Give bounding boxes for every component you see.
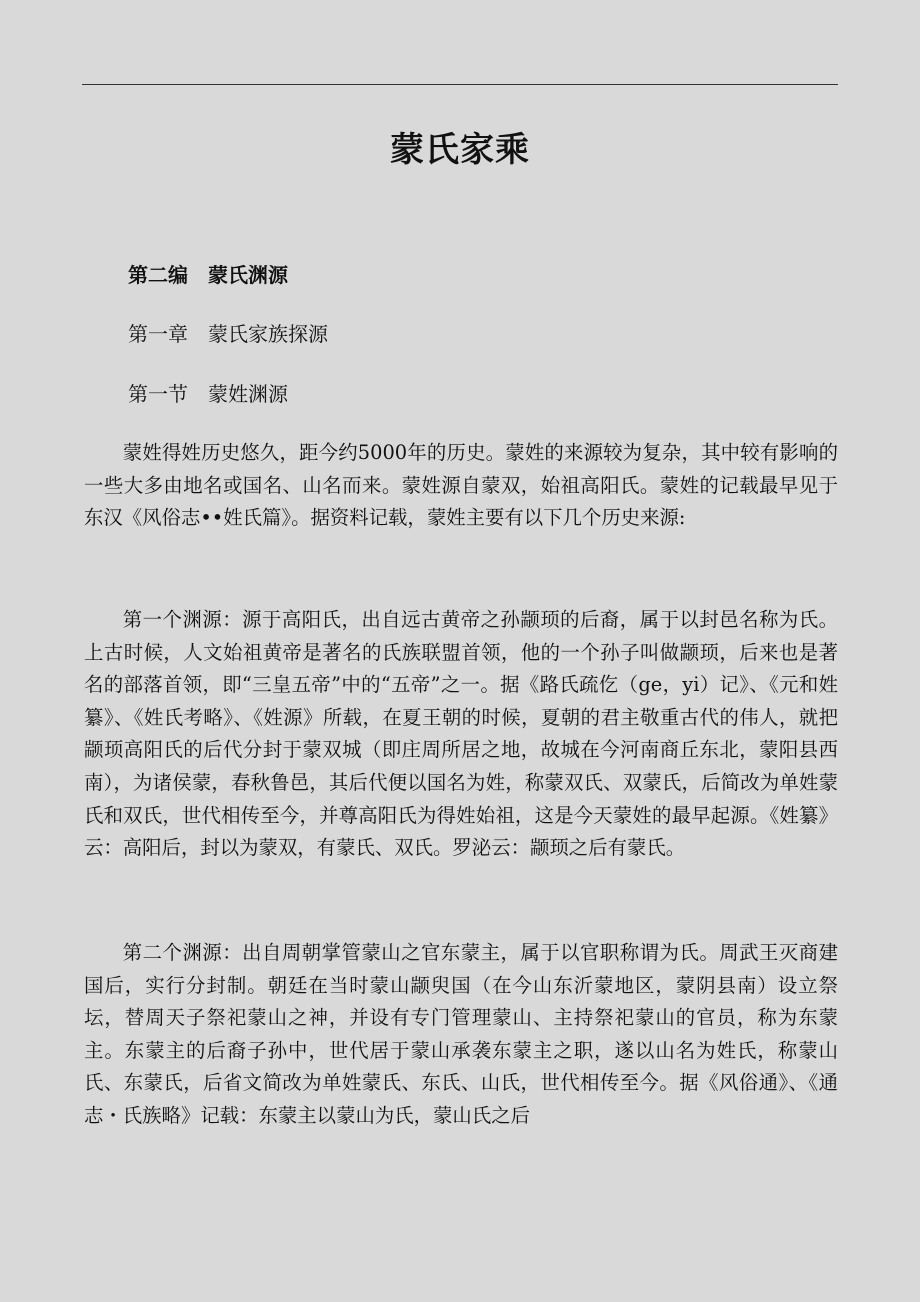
section-heading: 第一节 蒙姓渊源 — [128, 382, 288, 406]
part-heading: 第二编 蒙氏渊源 — [128, 263, 288, 287]
body-paragraph: 第一个渊源：源于高阳氏，出自远古黄帝之孙颛顼的后裔，属于以封邑名称为氏。上古时候，人文始祖黄帝是著名的氏族联盟首领，他的一个孙子叫做颛顼，后来也是著名的部落首领，即“三皇五帝”中的“五帝”之一。据《路氏疏仡（ge，yi）记》、《元和姓纂》、《姓氏考略》、《姓源》所载，在夏王朝的时候，夏朝的君主敬重古代的伟人，就把颛顼高阳氏的后代分封于蒙双城（即庄周所居之地，故城在今河南商丘东北，蒙阳县西南），为诸侯蒙，春秋鲁邑，其后代便以国名为姓，称蒙双氏、双蒙氏，后简改为单姓蒙氏和双氏，世代相传至今，并尊高阳氏为得姓始祖，这是今天蒙姓的最早起源。《姓纂》云：高阳后，封以为蒙双，有蒙氏、双氏。罗泌云：颛顼之后有蒙氏。 — [84, 608, 838, 860]
chapter-heading: 第一章 蒙氏家族探源 — [128, 322, 328, 346]
body-paragraph: 蒙姓得姓历史悠久，距今约5000年的历史。蒙姓的来源较为复杂，其中较有影响的一些大多由地名或国名、山名而来。蒙姓源自蒙双，始祖高阳氏。蒙姓的记载最早见于东汉《风俗志••姓氏篇》。据资料记载，蒙姓主要有以下几个历史来源: — [84, 441, 838, 530]
header-rule — [82, 84, 838, 85]
document-title: 蒙氏家乘 — [390, 130, 530, 170]
body-paragraph: 第二个渊源：出自周朝掌管蒙山之官东蒙主，属于以官职称谓为氏。周武王灭商建国后，实行分封制。朝廷在当时蒙山颛臾国（在今山东沂蒙地区，蒙阴县南）设立祭坛，替周天子祭祀蒙山之神，并设有专门管理蒙山、主持祭祀蒙山的官员，称为东蒙主。东蒙主的后裔子孙中，世代居于蒙山承袭东蒙主之职，遂以山名为姓氏，称蒙山氏、东蒙氏，后省文简改为单姓蒙氏、东氏、山氏，世代相传至今。据《风俗通》、《通志・氏族略》记载：东蒙主以蒙山为氏，蒙山氏之后 — [84, 941, 838, 1127]
